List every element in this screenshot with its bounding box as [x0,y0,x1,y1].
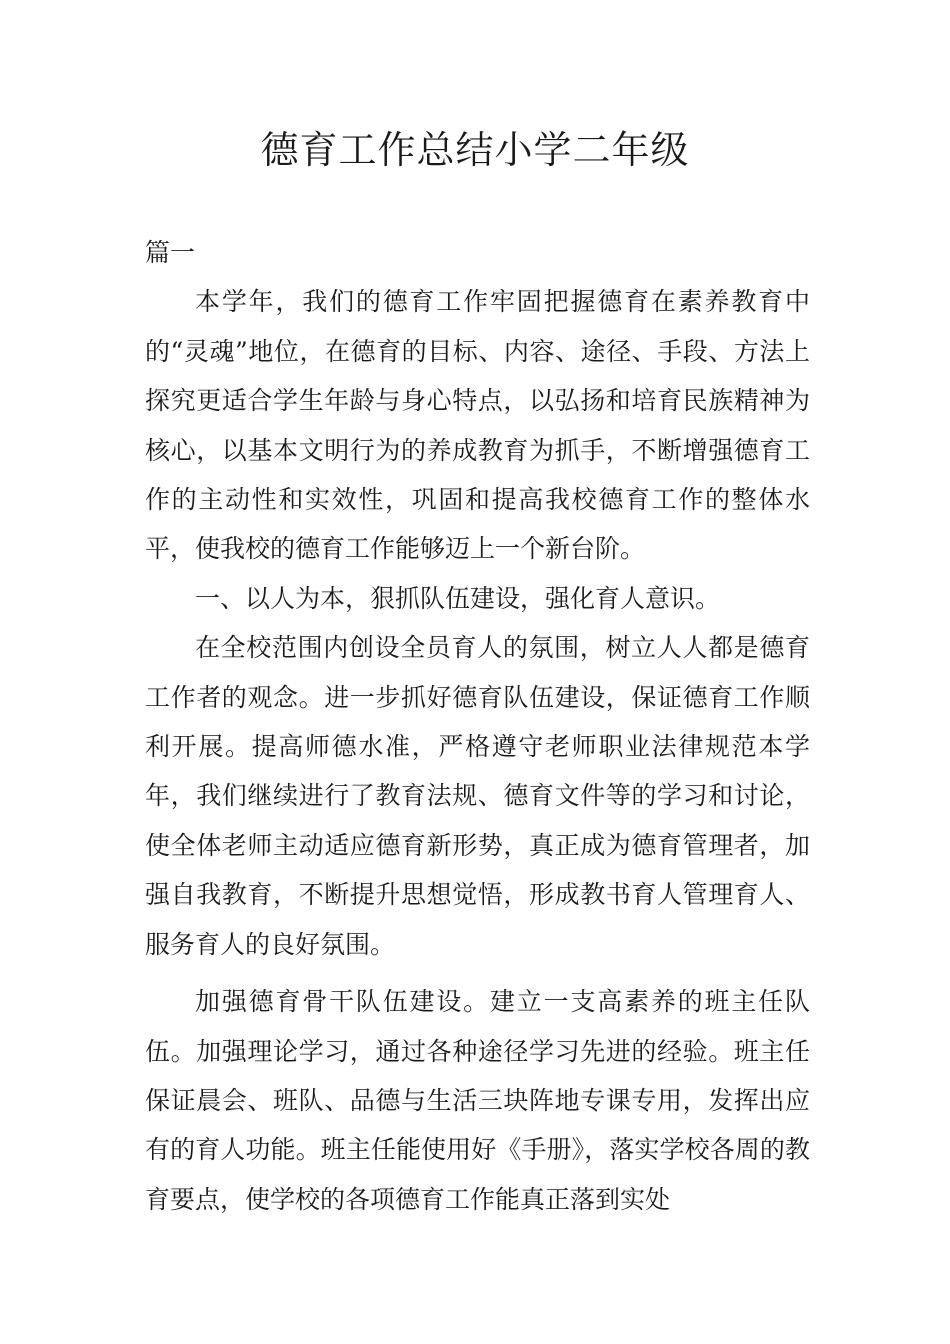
paragraph-heading-one: 一、以人为本，狠抓队伍建设，强化育人意识。 [195,583,721,613]
document-title: 德育工作总结小学二年级 [260,128,690,172]
paragraph-staff-atmosphere: 在全校范围内创设全员育人的氛围，树立人人都是德育工作者的观念。进一步抓好德育队伍建设，保证德育工作顺利开展。提高师德水准，严格遵守老师职业法律规范本学年，我们继续进行了教育法规、德育文件等的学习和讨论，使全体老师主动适应德育新形势，真正成为德育管理者，加强自我教育，不断提升思想觉悟，形成教书育人管理育人、服务育人的良好氛围。 [145,633,810,959]
document-body [145,228,810,1224]
section-label: 篇一 [145,238,196,267]
paragraph-intro: 本学年，我们的德育工作牢固把握德育在素养教育中的“灵魂”地位，在德育的目标、内容、途径、手段、方法上探究更适合学生年龄与身心特点，以弘扬和培育民族精神为核心，以基本文明行为的养成教育为抓手，不断增强德育工作的主动性和实效性，巩固和提高我校德育工作的整体水平，使我校的德育工作能够迈上一个新台阶。 [145,287,810,564]
paragraph-backbone-team: 加强德育骨干队伍建设。建立一支高素养的班主任队伍。加强理论学习，通过各种途径学习先进的经验。班主任保证晨会、班队、品德与生活三块阵地专课专用，发挥出应有的育人功能。班主任能使用好《手册》，落实学校各周的教育要点，使学校的各项德育工作能真正落到实处 [145,987,810,1214]
